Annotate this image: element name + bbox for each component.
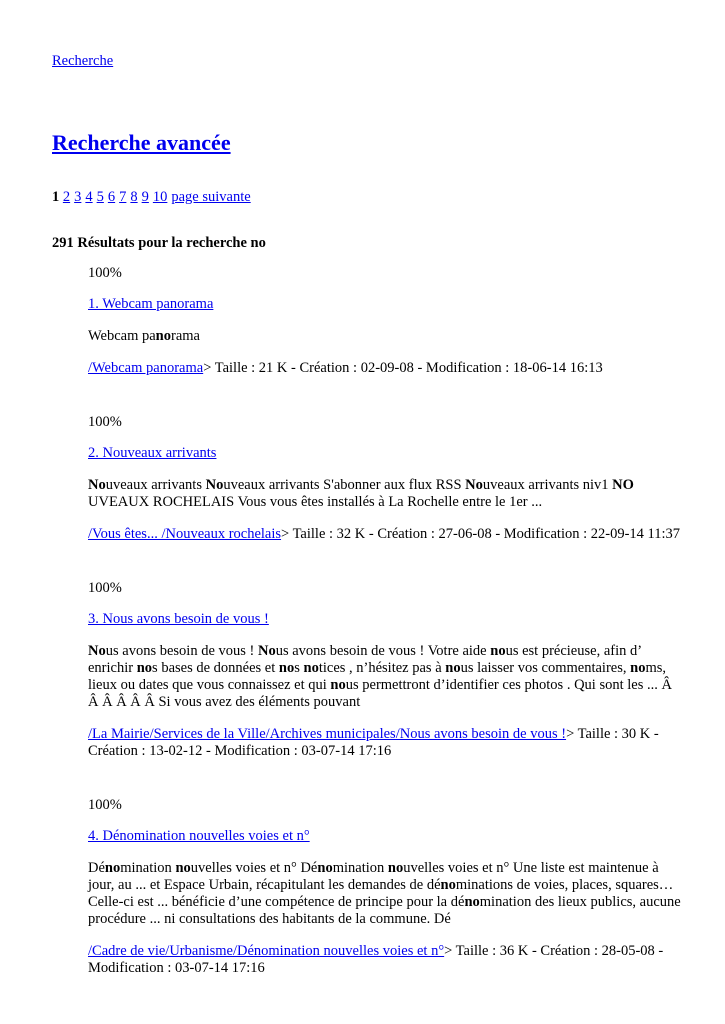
excerpt-highlight: no (303, 660, 319, 676)
result-meta: > Taille : 36 K - Création : 28-05-08 - Modification : 03-07-14 17:16 (88, 943, 664, 976)
excerpt-highlight: no (630, 660, 646, 676)
pager-page-9-link[interactable]: 9 (141, 189, 149, 205)
result-path-line (88, 726, 682, 760)
excerpt-text: uveaux arrivants niv1 (482, 477, 613, 493)
results-summary: 291 Résultats pour la recherche no (52, 235, 266, 251)
excerpt-text: uvelles voies et n° Une liste est maintenue à jour, au ... et Espace Urbain, récapitulant les demandes de dé (88, 860, 659, 893)
excerpt-highlight: no (464, 894, 480, 910)
excerpt-text: mination (332, 860, 388, 876)
excerpt-highlight: no (155, 328, 171, 344)
result-meta: > Taille : 30 K - Création : 13-02-12 - Modification : 03-07-14 17:16 (88, 726, 659, 759)
excerpt-highlight: no (104, 860, 121, 876)
excerpt-highlight: no (136, 660, 153, 676)
result-item (88, 265, 682, 377)
excerpt-text: us laisser vos commentaires, (460, 660, 631, 676)
excerpt-text: us permettront d’identifier ces photos . Qui sont les ... Â Â Â Â Â Â Si vous avez des éléments pouvant (88, 677, 672, 710)
excerpt-text: uvelles voies et n° Dé (190, 860, 318, 876)
pagination (52, 188, 259, 206)
pager-page-6-link[interactable]: 6 (107, 189, 116, 205)
result-score: 100% (88, 265, 122, 281)
excerpt-text: rama (171, 328, 200, 344)
pager-page-7-link[interactable]: 7 (119, 189, 127, 205)
result-excerpt (88, 328, 682, 345)
pager-page-8-link[interactable]: 8 (130, 189, 138, 205)
pager-page-10-link[interactable]: 10 (152, 189, 168, 205)
excerpt-highlight: no (387, 860, 404, 876)
result-path-link[interactable]: /Webcam panorama (88, 360, 204, 376)
result-title-link[interactable]: 4. Dénomination nouvelles voies et n° (88, 828, 310, 844)
excerpt-highlight: no (317, 860, 333, 876)
excerpt-highlight: no (330, 677, 346, 693)
excerpt-text: mination (120, 860, 176, 876)
excerpt-text: UVEAUX ROCHELAIS Vous vous êtes installés à La Rochelle entre le 1er ... (88, 494, 543, 510)
excerpt-highlight: NO (612, 477, 634, 493)
excerpt-highlight: no (490, 643, 506, 659)
pager-page-3-link[interactable]: 3 (74, 189, 82, 205)
result-path-line (88, 360, 682, 377)
pager-current-page: 1 (52, 189, 60, 205)
excerpt-text: uveaux arrivants (105, 477, 206, 493)
result-title-link[interactable]: 2. Nouveaux arrivants (88, 445, 217, 461)
pager-next-link[interactable]: page suivante (171, 189, 251, 205)
result-path-line (88, 943, 682, 977)
result-excerpt (88, 860, 682, 928)
excerpt-text: ms, lieux ou dates que vous connaissez et qui (88, 660, 666, 693)
results-list (88, 265, 682, 1014)
excerpt-highlight: No (465, 477, 483, 493)
excerpt-text: us avons besoin de vous ! (105, 643, 258, 659)
excerpt-text: us avons besoin de vous ! Votre aide (275, 643, 491, 659)
result-path-link[interactable]: /Cadre de vie/Urbanisme/Dénomination nouvelles voies et n° (88, 943, 445, 959)
page-title (52, 128, 231, 158)
result-meta: > Taille : 21 K - Création : 02-09-08 - Modification : 18-06-14 16:13 (203, 360, 603, 376)
pager-page-5-link[interactable]: 5 (96, 189, 104, 205)
breadcrumb-recherche-link[interactable]: Recherche (52, 53, 114, 69)
excerpt-highlight: No (205, 477, 224, 493)
excerpt-text: uveaux arrivants S'abonner aux flux RSS (223, 477, 466, 493)
result-item (88, 580, 682, 760)
result-meta: > Taille : 32 K - Création : 27-06-08 - Modification : 22-09-14 11:37 (281, 526, 681, 542)
excerpt-text: Webcam pa (88, 328, 156, 344)
excerpt-text: s (294, 660, 304, 676)
result-title-link[interactable]: 1. Webcam panorama (88, 296, 214, 312)
result-excerpt (88, 477, 682, 511)
result-title-link[interactable]: 3. Nous avons besoin de vous ! (88, 611, 269, 627)
excerpt-highlight: No (88, 643, 106, 659)
advanced-search-link[interactable]: Recherche avancée (52, 130, 231, 155)
excerpt-highlight: no (278, 660, 295, 676)
result-score: 100% (88, 797, 122, 813)
result-path-link[interactable]: /Vous êtes... /Nouveaux rochelais (88, 526, 282, 542)
result-path-line (88, 526, 682, 543)
result-score: 100% (88, 414, 122, 430)
excerpt-highlight: no (445, 660, 461, 676)
result-item (88, 414, 682, 543)
excerpt-text: tices , n’hésitez pas à (318, 660, 446, 676)
excerpt-highlight: No (257, 643, 276, 659)
pager-page-4-link[interactable]: 4 (85, 189, 93, 205)
excerpt-highlight: no (440, 877, 456, 893)
excerpt-text: us est précieuse, afin d’ enrichir (88, 643, 641, 676)
excerpt-highlight: no (175, 860, 191, 876)
result-score: 100% (88, 580, 122, 596)
result-excerpt (88, 643, 682, 711)
excerpt-text: mination des lieux publics, aucune procédure ... ni consultations des habitants de la commune. Dé (88, 894, 681, 927)
result-path-link[interactable]: /La Mairie/Services de la Ville/Archives municipales/Nous avons besoin de vous ! (88, 726, 567, 742)
result-item (88, 797, 682, 977)
excerpt-text: minations de voies, places, squares… Celle-ci est ... bénéficie d’une compétence de principe pour la dé (88, 877, 674, 910)
excerpt-highlight: No (88, 477, 106, 493)
excerpt-text: Dé (88, 860, 105, 876)
excerpt-text: s bases de données et (152, 660, 279, 676)
pager-page-2-link[interactable]: 2 (62, 189, 71, 205)
